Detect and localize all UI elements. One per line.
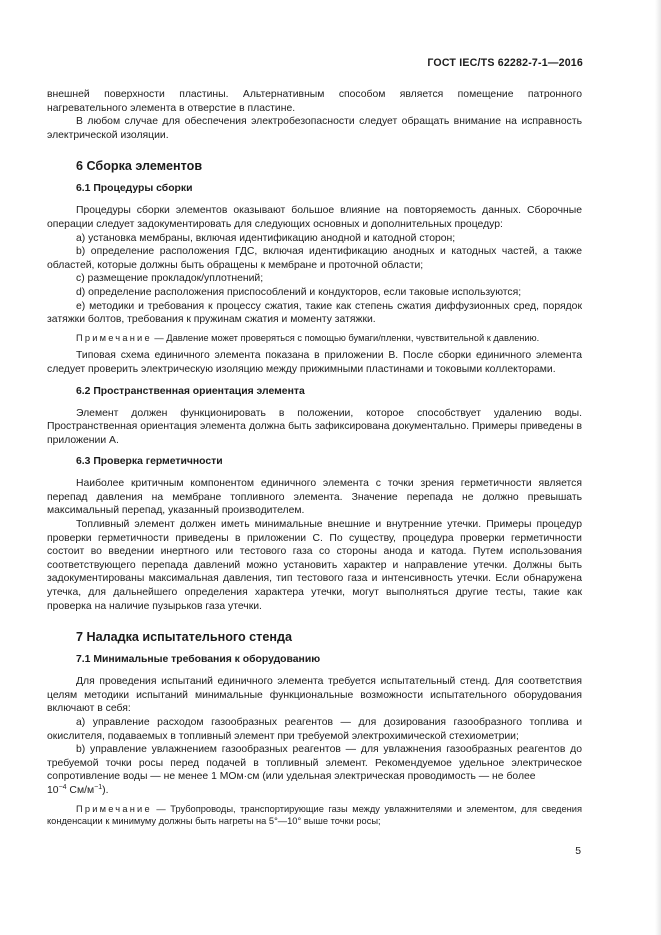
section-6-3-heading: 6.3 Проверка герметичности <box>76 456 223 468</box>
section-6-2-heading: 6.2 Пространственная ориентация элемента <box>76 385 305 397</box>
section-6-3-paragraph-1: Наиболее критичным компонентом единичного элемента с точки зрения герметичности является перепад давления на мембране топливного элемента. Значение перепада не должно превышать максимальный перепад, указанный производителем. <box>47 478 582 517</box>
intro-paragraph-1: внешней поверхности пластины. Альтернативным способом является помещение патронного нагревательного элемента в отверстие в пластине. <box>47 89 582 114</box>
unit-exponent-1: −4 <box>58 783 67 791</box>
section-6-3-paragraph-2: Топливный элемент должен иметь минимальные внешние и внутренние утечки. Примеры процедур проверки герметичности приведены в приложении C. По существу, процедура проверки герметичности состоит во введении инертного или тестового газа со стороны анода и катода. Путем использования соответствующего перепада давлений можно установить характер и направление утечки. Должны быть задокументированы максимальная давления, тип тестового газа и интенсивность утечки. Если обнаружена утечка, для дальнейшего определения характера утечки, могут выполняться другие тесты, такие как проверка на наличие пузырьков газа утечки. <box>47 519 582 612</box>
unit-end: ). <box>102 784 109 796</box>
page-edge-shadow <box>655 0 661 935</box>
list-item-d: d) определение расположения приспособлений и кондукторов, если таковые используются; <box>76 286 522 298</box>
list-item-7-a: a) управление расходом газообразных реагентов — для дозирования газообразного топлива и окислителя, подаваемых в топливный элемент при требуемой электрохимической стехиометрии; <box>47 717 582 742</box>
section-6-1-paragraph-2: Типовая схема единичного элемента показана в приложении B. После сборки единичного элемента следует проверить электрическую изоляцию между прижимными пластинами и токовыми коллекторами. <box>47 350 582 375</box>
note-pipes <box>47 803 582 828</box>
note-pressure <box>47 332 582 345</box>
list-item-a: a) установка мембраны, включая идентификацию анодной и катодной сторон; <box>76 232 456 244</box>
list-item-b: b) определение расположения ГДС, включая идентификацию анодных и катодных частей, а также областей, которые должны быть обращены к мембране и проточной области; <box>47 246 582 271</box>
section-7-1-heading: 7.1 Минимальные требования к оборудованию <box>76 654 321 666</box>
list-item-7-b-text: b) управление увлажнением газообразных реагентов — для увлажнения газообразных реагентов до требуемой точки росы перед подачей в топливный элемент. Рекомендуемое удельное электрическое сопротивление воды — не менее 1 МОм·см (или удельная электрическая проводимость — не более <box>47 744 582 783</box>
note-text-2: — Трубопроводы, транспортирующие газы между увлажнителями и элементом, для сведения конденсации к минимуму должны быть нагреты на 5°—10° выше точки росы; <box>47 803 582 827</box>
section-6-2-paragraph-1: Элемент должен функционировать в положении, которое способствует удалению воды. Пространственная ориентация элемента должна быть зафиксирована документально. Примеры приведены в приложении A. <box>47 407 582 446</box>
list-item-e: e) методики и требования к процессу сжатия, такие как степень сжатия диффузионных сред, порядок затяжки болтов, требования к пружинам сжатия и моменту затяжки. <box>47 300 582 326</box>
note-label-2: Примечание <box>76 803 152 814</box>
section-7-heading: 7 Наладка испытательного стенда <box>76 630 292 645</box>
section-6-heading: 6 Сборка элементов <box>76 159 203 174</box>
section-7-1-paragraph-1: Для проведения испытаний единичного элемента требуется испытательный стенд. Для соответствия целям методики испытаний минимальные функциональные возможности испытательного оборудования включают в себя: <box>47 676 582 715</box>
list-item-c: c) размещение прокладок/уплотнений; <box>76 273 264 285</box>
unit-name: См/м <box>66 784 95 796</box>
intro-paragraph-2: В любом случае для обеспечения электробезопасности следует обращать внимание на исправность электрической изоляции. <box>47 116 582 141</box>
note-text: — Давление может проверяться с помощью бумаги/пленки, чувствительной к давлению. <box>151 332 540 343</box>
page-content <box>47 88 582 828</box>
document-header-id: ГОСТ IEC/TS 62282-7-1—2016 <box>427 57 583 69</box>
list-item-7-b <box>47 743 582 797</box>
section-6-1-paragraph-1: Процедуры сборки элементов оказывают большое влияние на повторяемость данных. Сборочные операции следует задокументировать для следующих основных и дополнительных процедур: <box>47 205 582 230</box>
section-6-1-heading: 6.1 Процедуры сборки <box>76 183 193 195</box>
unit-base: 10 <box>47 784 59 796</box>
page-number: 5 <box>575 846 581 857</box>
unit-exponent-2: −1 <box>94 783 103 791</box>
note-label: Примечание <box>76 332 152 343</box>
